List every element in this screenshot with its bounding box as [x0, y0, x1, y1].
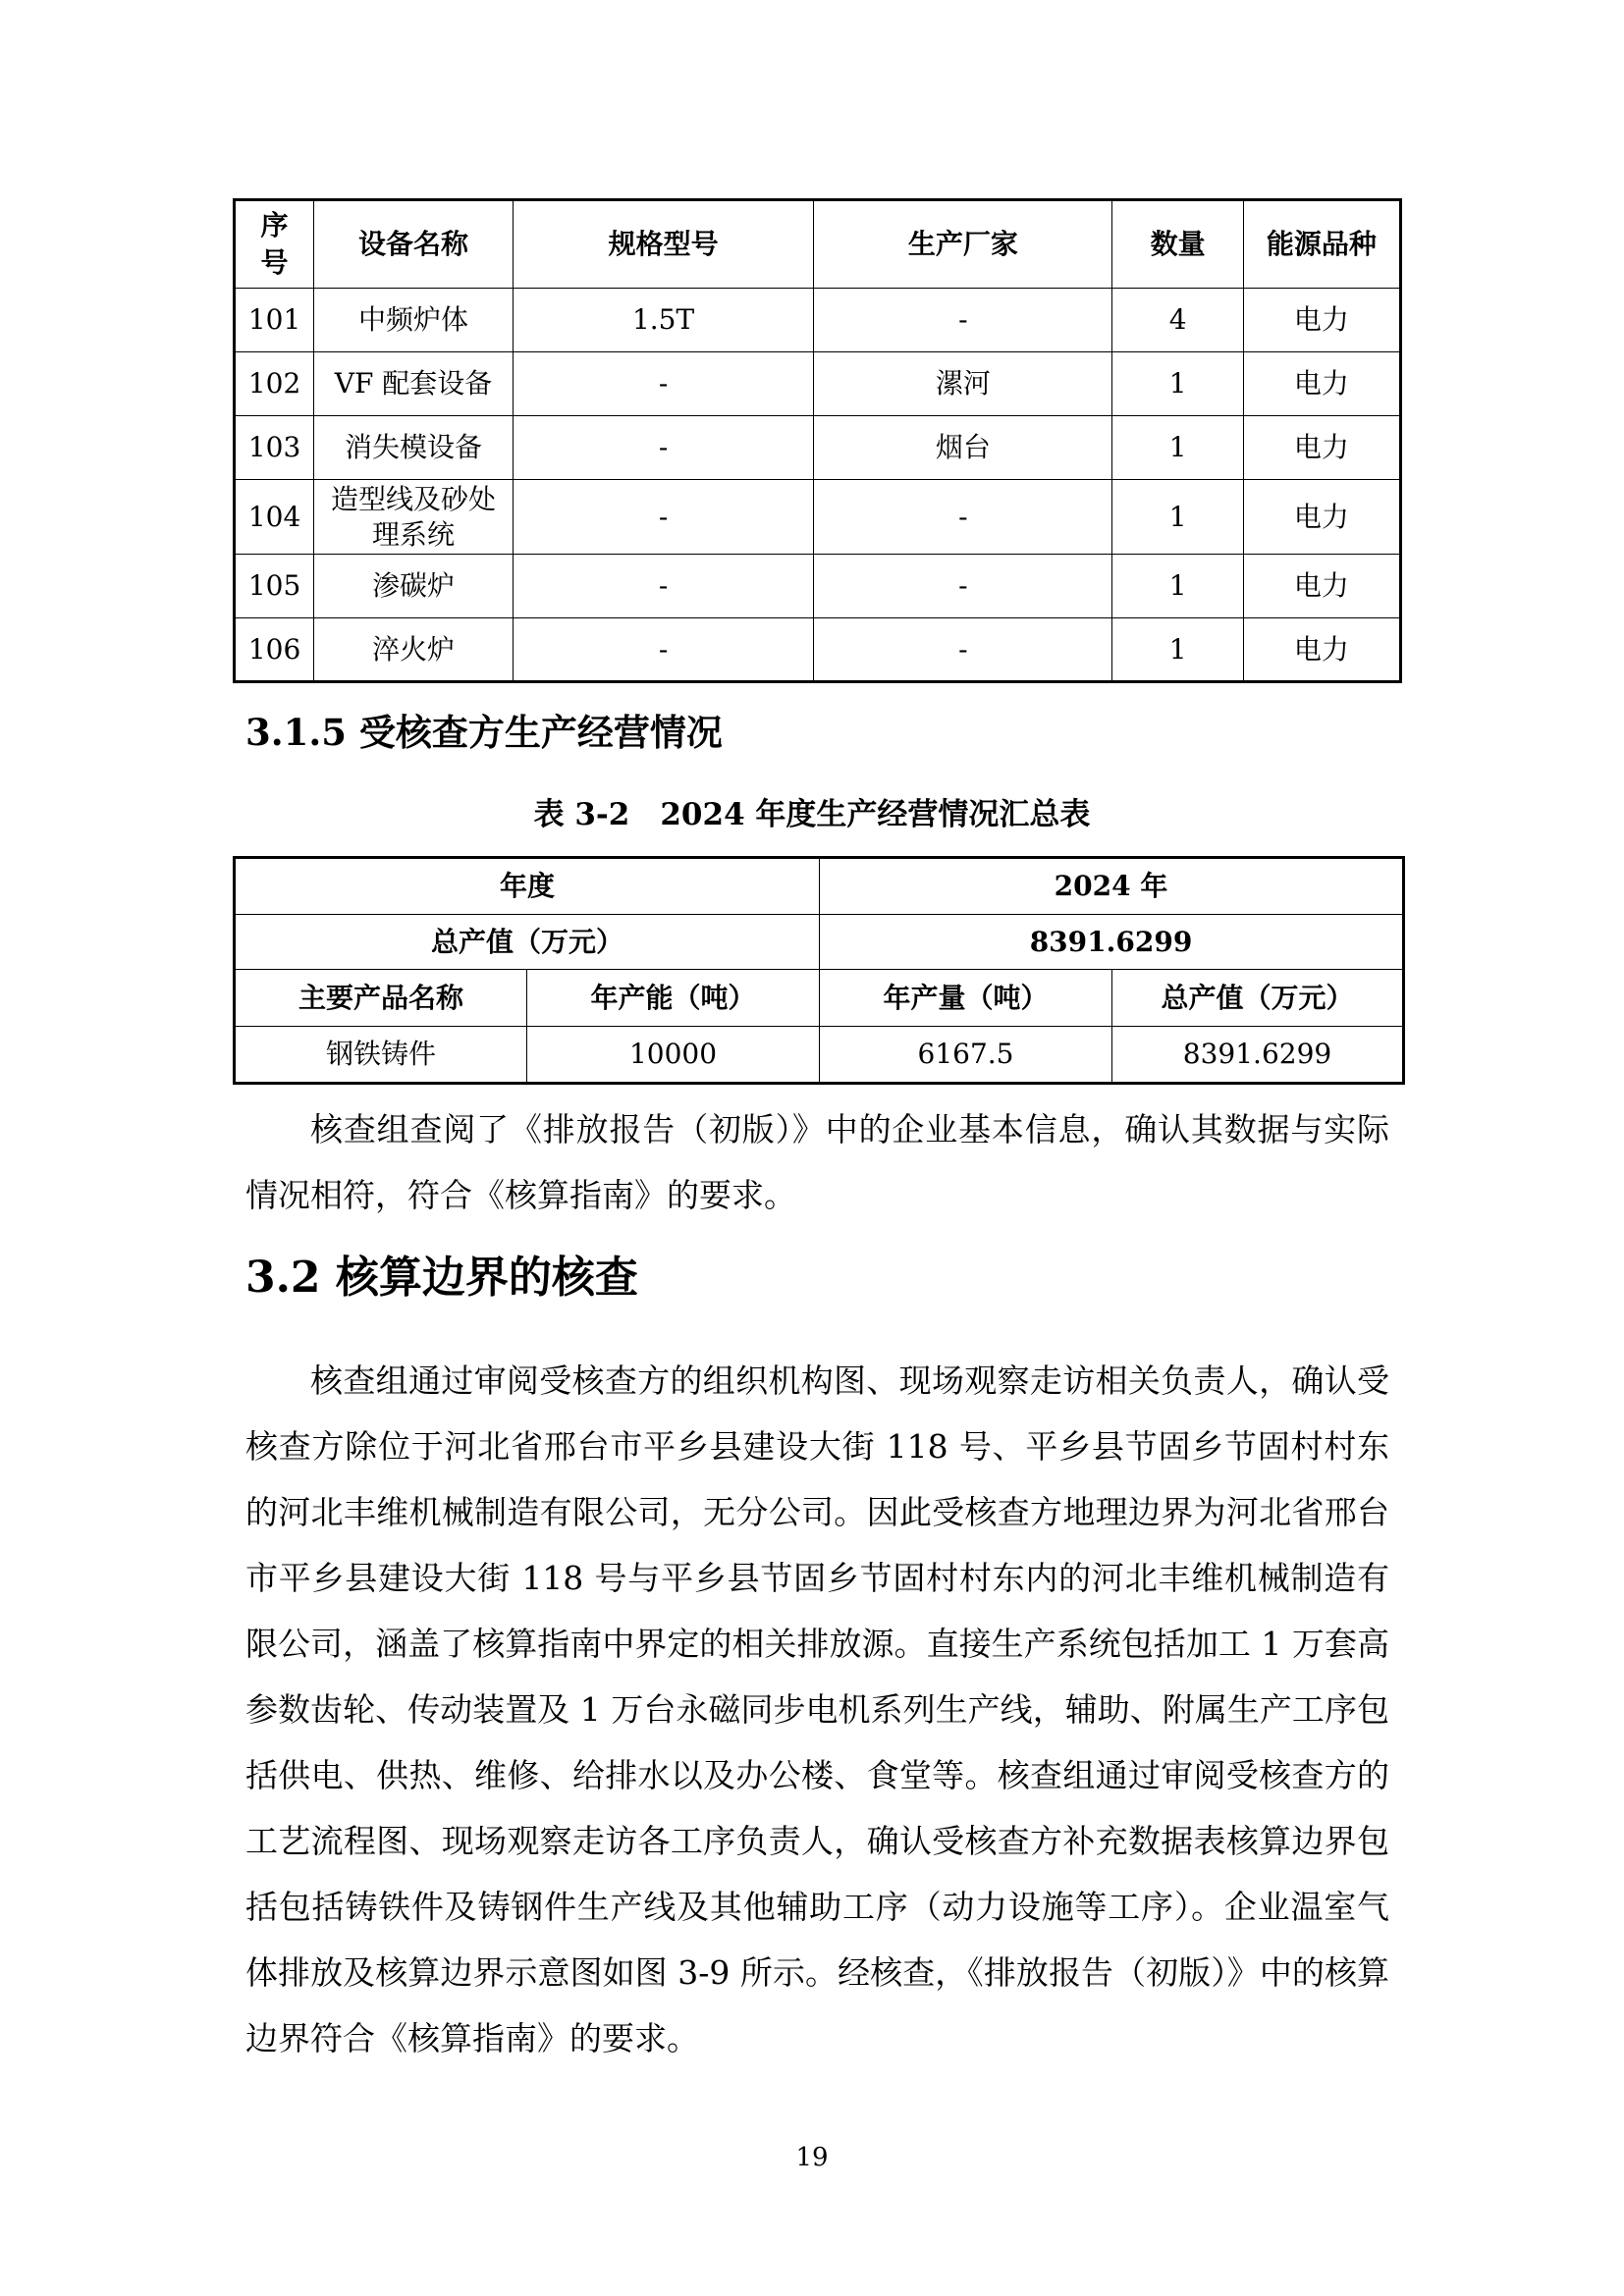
cell-manufacturer: 烟台 [814, 416, 1112, 480]
equipment-table-header [235, 200, 1401, 289]
cell-model: - [513, 416, 813, 480]
total-output-label: 总产值（万元） [235, 915, 820, 970]
col-annual-output: 年产量（吨） [820, 970, 1112, 1027]
page-number: 19 [795, 2143, 829, 2172]
cell-annual-output: 6167.5 [820, 1027, 1112, 1084]
cell-total-value: 8391.6299 [1112, 1027, 1404, 1084]
cell-energy-type: 电力 [1243, 289, 1400, 352]
paragraph-basic-info-check: 核查组查阅了《排放报告（初版）》中的企业基本信息，确认其数据与实际情况相符，符合《核算指南》的要求。 [245, 1110, 1389, 1214]
cell-manufacturer: - [814, 555, 1112, 618]
year-row [235, 858, 1404, 915]
cell-model: 1.5T [513, 289, 813, 352]
cell-quantity: 1 [1112, 416, 1243, 480]
cell-manufacturer: - [814, 618, 1112, 682]
cell-quantity: 1 [1112, 352, 1243, 416]
cell-index: 105 [235, 555, 314, 618]
col-annual-capacity: 年产能（吨） [527, 970, 820, 1027]
cell-energy-type: 电力 [1243, 352, 1400, 416]
header-energy-type: 能源品种 [1243, 200, 1400, 289]
section-heading-3-1-5: 3.1.5 受核查方生产经营情况 [245, 711, 723, 754]
year-label: 年度 [235, 858, 820, 915]
cell-energy-type: 电力 [1243, 555, 1400, 618]
cell-equipment-name: VF 配套设备 [314, 352, 514, 416]
cell-quantity: 1 [1112, 618, 1243, 682]
production-summary-table [233, 856, 1405, 1085]
cell-manufacturer: - [814, 480, 1112, 555]
cell-product-name: 钢铁铸件 [235, 1027, 527, 1084]
cell-quantity: 4 [1112, 289, 1243, 352]
cell-energy-type: 电力 [1243, 480, 1400, 555]
cell-model: - [513, 618, 813, 682]
col-product-name: 主要产品名称 [235, 970, 527, 1027]
cell-manufacturer: - [814, 289, 1112, 352]
year-value: 2024 年 [820, 858, 1404, 915]
cell-equipment-name: 消失模设备 [314, 416, 514, 480]
cell-energy-type: 电力 [1243, 618, 1400, 682]
header-index: 序 号 [235, 200, 314, 289]
table-row [235, 555, 1401, 618]
cell-index: 101 [235, 289, 314, 352]
table-caption: 表 3-2 2024 年度生产经营情况汇总表 [533, 797, 1091, 832]
cell-index: 106 [235, 618, 314, 682]
equipment-table [233, 198, 1402, 683]
cell-index: 102 [235, 352, 314, 416]
cell-index: 103 [235, 416, 314, 480]
col-total-value: 总产值（万元） [1112, 970, 1404, 1027]
header-manufacturer: 生产厂家 [814, 200, 1112, 289]
cell-equipment-name: 造型线及砂处理系统 [314, 480, 514, 555]
table-row [235, 416, 1401, 480]
cell-annual-capacity: 10000 [527, 1027, 820, 1084]
total-output-row [235, 915, 1404, 970]
cell-model: - [513, 480, 813, 555]
header-model: 规格型号 [513, 200, 813, 289]
cell-manufacturer: 漯河 [814, 352, 1112, 416]
section-heading-3-2: 3.2 核算边界的核查 [245, 1253, 638, 1303]
cell-quantity: 1 [1112, 555, 1243, 618]
cell-equipment-name: 淬火炉 [314, 618, 514, 682]
table-row [235, 480, 1401, 555]
paragraph-boundary-check: 核查组通过审阅受核查方的组织机构图、现场观察走访相关负责人，确认受核查方除位于河北省邢台市平乡县建设大街 118 号、平乡县节固乡节固村村东的河北丰维机械制造有限公司，无分公司。因此受核查方地理边界为河北省邢台市平乡县建设大街 118 号与平乡县节固乡节固村村东内的河北丰维机械制造有限公司，涵盖了核算指南中界定的相关排放源。直接生产系统包括加工 1 万套高参数齿轮、传动装置及 1 万台永磁同步电机系列生产线，辅助、附属生产工序包括供电、供热、维修、给排水以及办公楼、食堂等。核查组通过审阅受核查方的工艺流程图、现场观察走访各工序负责人，确认受核查方补充数据表核算边界包括包括铸铁件及铸钢件生产线及其他辅助工序（动力设施等工序）。企业温室气体排放及核算边界示意图如图 3-9 所示。经核查，《排放报告（初版）》中的核算边界符合《核算指南》的要求。 [245, 1362, 1389, 2057]
table-row [235, 618, 1401, 682]
production-column-headers [235, 970, 1404, 1027]
cell-energy-type: 电力 [1243, 416, 1400, 480]
cell-equipment-name: 渗碳炉 [314, 555, 514, 618]
table-row [235, 1027, 1404, 1084]
cell-index: 104 [235, 480, 314, 555]
table-row [235, 289, 1401, 352]
table-row [235, 352, 1401, 416]
cell-equipment-name: 中频炉体 [314, 289, 514, 352]
header-quantity: 数量 [1112, 200, 1243, 289]
cell-quantity: 1 [1112, 480, 1243, 555]
header-equipment-name: 设备名称 [314, 200, 514, 289]
cell-model: - [513, 352, 813, 416]
total-output-value: 8391.6299 [820, 915, 1404, 970]
cell-model: - [513, 555, 813, 618]
